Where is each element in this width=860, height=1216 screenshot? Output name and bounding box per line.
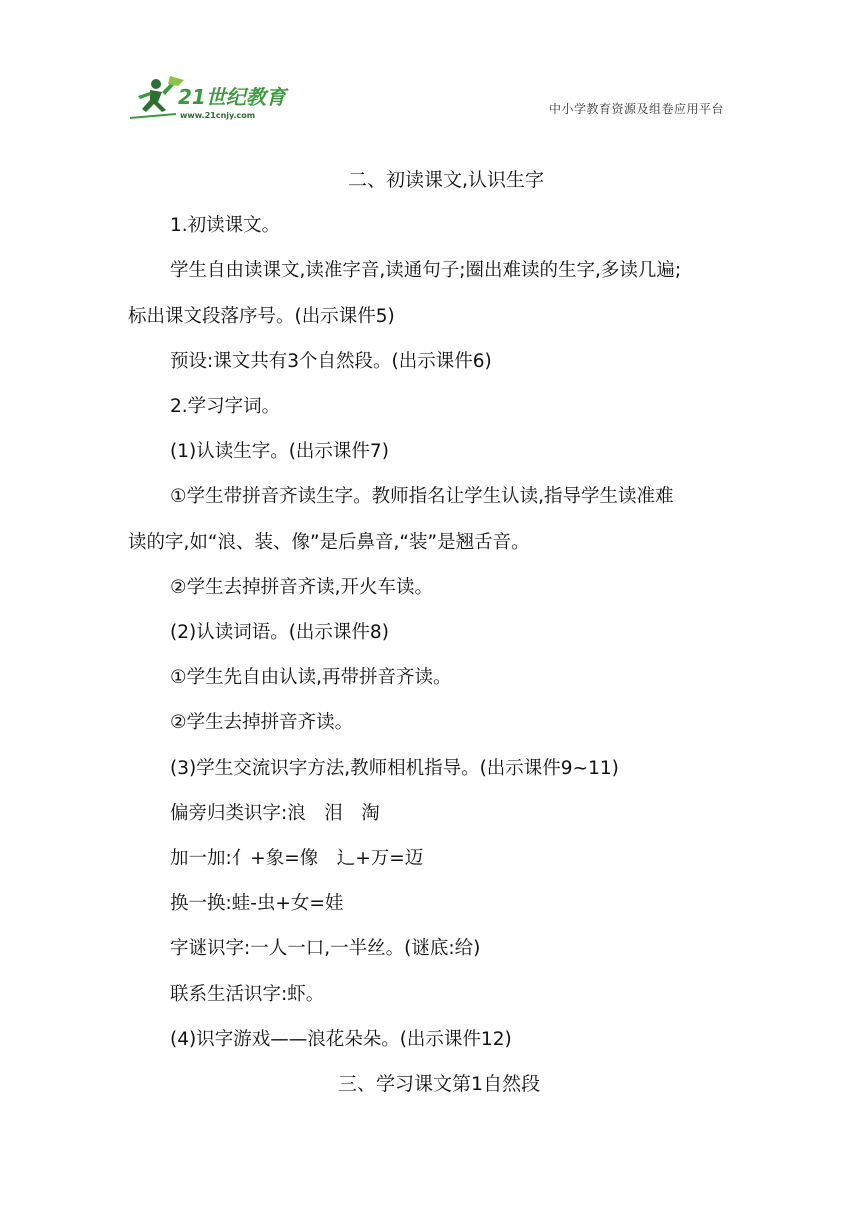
paragraph-line: 标出课文段落序号。(出示课件5) bbox=[128, 305, 395, 327]
logo-url: www.21cnjy.com bbox=[180, 111, 256, 120]
platform-name: 中小学教育资源及组卷应用平台 bbox=[548, 102, 724, 116]
paragraph-line: 换一换:蛙-虫+女=娃 bbox=[170, 893, 344, 915]
paragraph-line: 2.学习字词。 bbox=[170, 396, 281, 418]
paragraph-line: 读的字,如“浪、装、像”是后鼻音,“装”是翘舌音。 bbox=[128, 531, 530, 553]
paragraph-line: 字谜识字:一人一口,一半丝。(谜底:给) bbox=[170, 938, 481, 960]
paragraph-line: ②学生去掉拼音齐读,开火车读。 bbox=[170, 576, 433, 598]
paragraph-line: 偏旁归类识字:浪 泪 淘 bbox=[170, 802, 380, 824]
paragraph-line: 1.初读课文。 bbox=[170, 215, 281, 237]
paragraph-line: ②学生去掉拼音齐读。 bbox=[170, 712, 354, 734]
paragraph-line: (1)认读生字。(出示课件7) bbox=[170, 441, 389, 463]
logo-21cnjy bbox=[128, 74, 298, 122]
paragraph-line: 学生自由读课文,读准字音,读通句子;圈出难读的生字,多读几遍; bbox=[170, 260, 682, 282]
paragraph-line: ①学生带拼音齐读生字。教师指名让学生认读,指导学生读准难 bbox=[170, 486, 674, 508]
section-title: 三、学习课文第1自然段 bbox=[338, 1073, 541, 1096]
paragraph-line: (2)认读词语。(出示课件8) bbox=[170, 622, 389, 644]
logo-text: 21世纪教育 bbox=[178, 85, 286, 109]
paragraph-line: (3)学生交流识字方法,教师相机指导。(出示课件9~11) bbox=[170, 757, 619, 779]
page-header bbox=[128, 74, 724, 122]
paragraph-line: 加一加:亻+象=像 辶+万=迈 bbox=[170, 848, 424, 870]
paragraph-line: 联系生活识字:虾。 bbox=[170, 983, 325, 1005]
document-body bbox=[128, 158, 728, 1107]
paragraph-line: (4)识字游戏——浪花朵朵。(出示课件12) bbox=[170, 1028, 512, 1050]
section-title: 二、初读课文,认识生字 bbox=[348, 169, 545, 191]
paragraph-line: 预设:课文共有3个自然段。(出示课件6) bbox=[170, 350, 492, 372]
paragraph-line: ①学生先自由认读,再带拼音齐读。 bbox=[170, 667, 452, 689]
